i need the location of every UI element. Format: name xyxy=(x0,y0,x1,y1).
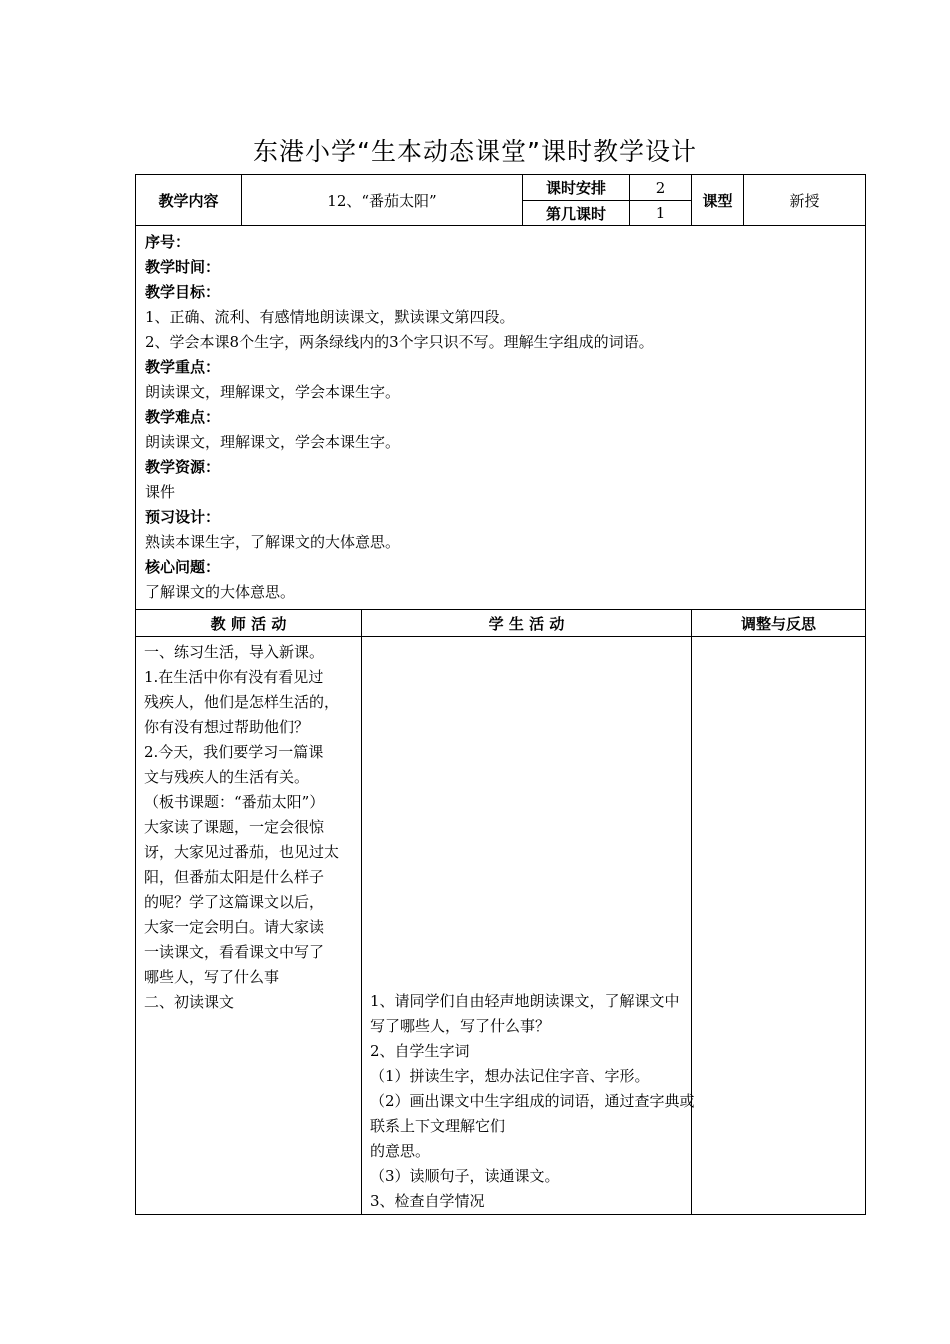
section-text: 熟读本课生字，了解课文的大体意思。 xyxy=(145,533,401,551)
lesson-number-value: 1 xyxy=(630,201,692,226)
text-line: 大家一定会明白。请大家读 xyxy=(144,918,325,936)
reflection-cell xyxy=(692,637,866,1215)
text-line: 残疾人，他们是怎样生活的， xyxy=(144,693,340,711)
text-line: 你有没有想过帮助他们？ xyxy=(144,718,310,736)
student-activity-cell xyxy=(362,637,695,1215)
text-line: 3、检查自学情况 xyxy=(370,1192,485,1210)
text-line: 二、初读课文 xyxy=(144,993,235,1011)
reflection-header: 调整与反思 xyxy=(692,610,866,637)
text-line: 一读课文，看看课文中写了 xyxy=(144,943,325,961)
student-activity-header: 学 生 活 动 xyxy=(362,610,692,637)
text-line: （3）读顺句子，读通课文。 xyxy=(370,1167,560,1185)
section-text: 课件 xyxy=(145,483,176,501)
lesson-number-label: 第几课时 xyxy=(523,201,630,226)
content-label: 教学内容 xyxy=(136,175,242,226)
section-text: 了解课文的大体意思。 xyxy=(145,583,296,601)
text-line: 讶，大家见过番茄，也见过太 xyxy=(144,843,340,861)
section-heading: 教学资源： xyxy=(145,458,221,476)
activity-body-row xyxy=(136,637,866,1215)
info-section xyxy=(136,226,866,610)
text-line: （1）拼读生字，想办法记住字音、字形。 xyxy=(370,1067,650,1085)
section-heading: 教学时间： xyxy=(145,258,221,276)
schedule-value: 2 xyxy=(630,175,692,201)
type-label: 课型 xyxy=(692,175,744,226)
section-heading: 教学目标： xyxy=(145,283,221,301)
text-line: （2）画出课文中生字组成的词语，通过查字典或 xyxy=(370,1092,695,1110)
section-text: 朗读课文，理解课文，学会本课生字。 xyxy=(145,383,401,401)
text-line: （板书课题：“番茄太阳”） xyxy=(144,793,325,811)
section-text: 朗读课文，理解课文，学会本课生字。 xyxy=(145,433,401,451)
text-line: 2、自学生字词 xyxy=(370,1042,470,1060)
page-title: 东港小学“生本动态课堂”课时教学设计 xyxy=(253,137,697,166)
teacher-activity-header: 教 师 活 动 xyxy=(136,610,362,637)
text-line: 的意思。 xyxy=(370,1142,431,1160)
text-line: 阳，但番茄太阳是什么样子 xyxy=(144,868,325,886)
section-text: 1、正确、流利、有感情地朗读课文，默读课文第四段。 xyxy=(145,308,515,326)
text-line: 文与残疾人的生活有关。 xyxy=(144,768,310,786)
info-row xyxy=(136,226,866,610)
text-line: 一、练习生活，导入新课。 xyxy=(144,643,325,661)
text-line: 1、请同学们自由轻声地朗读课文，了解课文中 xyxy=(370,992,680,1010)
section-text: 2、学会本课8个生字，两条绿线内的3个字只识不写。理解生字组成的词语。 xyxy=(145,333,654,351)
section-heading: 核心问题： xyxy=(145,558,221,576)
section-heading: 预习设计： xyxy=(145,508,221,526)
section-heading: 序号： xyxy=(145,233,191,251)
header-row-1 xyxy=(136,175,866,201)
teacher-activity-cell xyxy=(136,637,362,1215)
text-line: 哪些人，写了什么事 xyxy=(144,968,280,986)
schedule-label: 课时安排 xyxy=(523,175,630,201)
section-heading: 教学难点： xyxy=(145,408,221,426)
section-heading: 教学重点： xyxy=(145,358,221,376)
text-line: 2.今天，我们要学习一篇课 xyxy=(144,743,324,761)
lesson-plan-table xyxy=(135,174,866,1215)
type-value: 新授 xyxy=(744,175,866,226)
text-line: 联系上下文理解它们 xyxy=(370,1117,506,1135)
text-line: 1.在生活中你有没有看见过 xyxy=(144,668,324,686)
text-line: 的呢？学了这篇课文以后， xyxy=(144,893,325,911)
text-line: 写了哪些人，写了什么事？ xyxy=(370,1017,551,1035)
text-line: 大家读了课题，一定会很惊 xyxy=(144,818,325,836)
content-value: 12、“番茄太阳” xyxy=(242,175,523,226)
activity-header-row xyxy=(136,610,866,637)
